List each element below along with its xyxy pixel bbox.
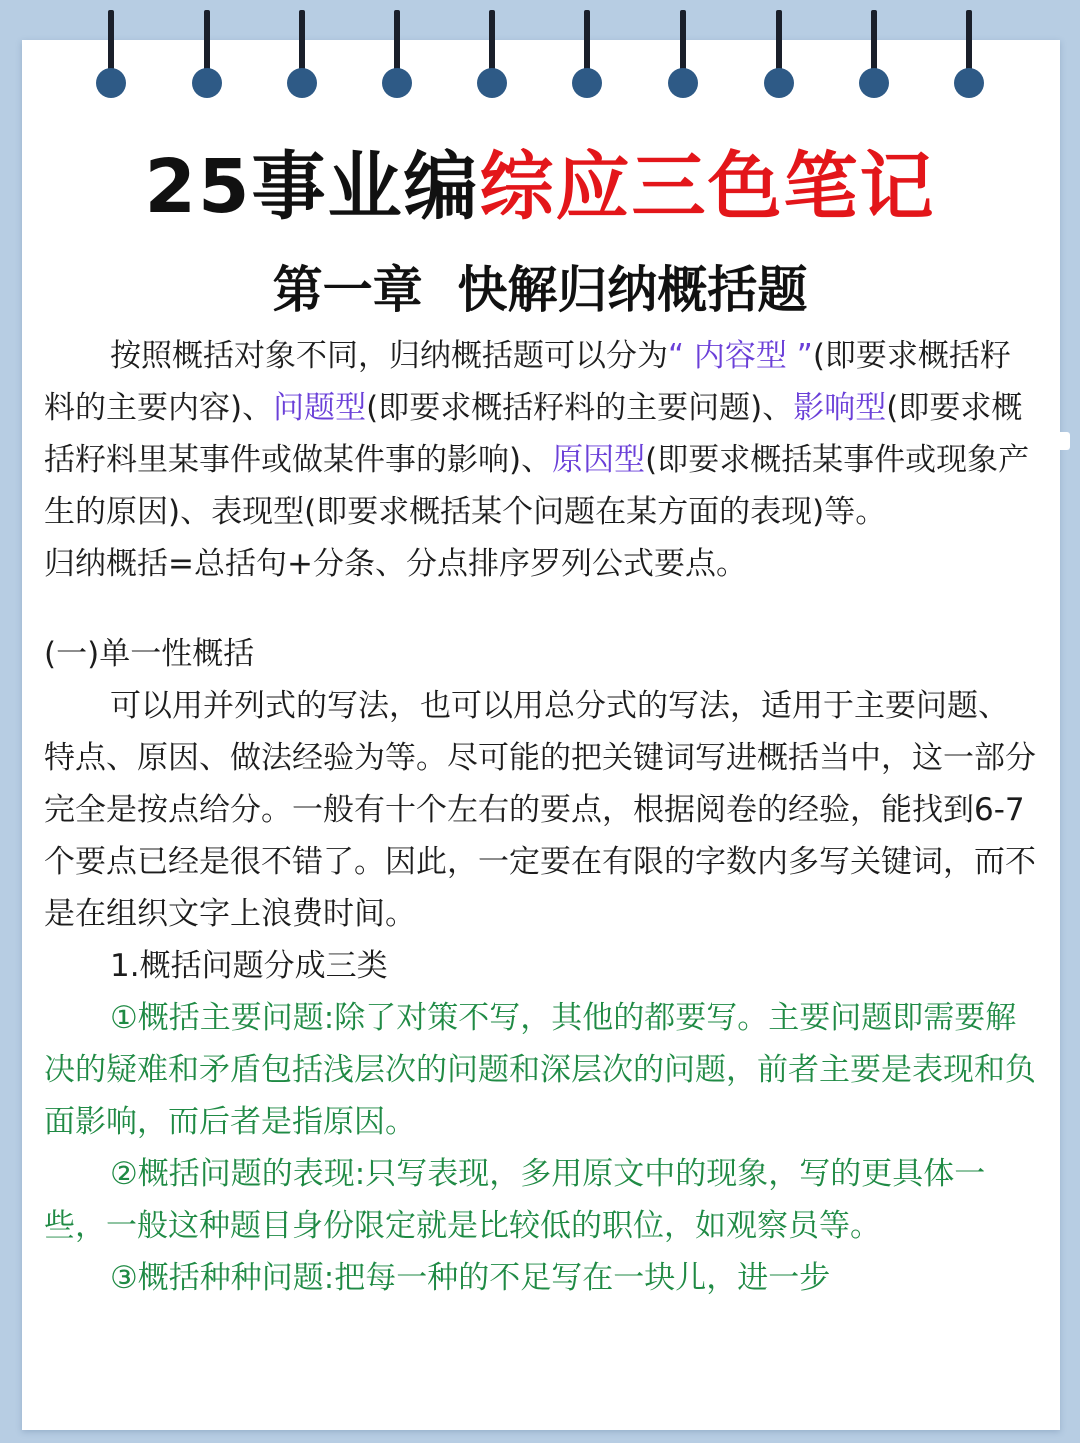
type-cause-label: 原因型 — [552, 442, 646, 478]
binder-ring-icon — [285, 0, 319, 104]
binder-ring-icon — [190, 0, 224, 104]
page-title — [0, 128, 1080, 234]
intro-paragraph — [44, 330, 1036, 538]
section-paragraph: 可以用并列式的写法，也可以用总分式的写法，适用于主要问题、特点、原因、做法经验为等。尽可能的把关键词写进概括当中，这一部分完全是按点给分。一般有十个左右的要点，根据阅卷的经验，能找到6-7个要点已经是很不错了。因此，一定要在有限的字数内多写关键词，而不是在组织文字上浪费时间。 — [44, 688, 1036, 932]
binder-ring-icon — [570, 0, 604, 104]
intro-text: (即要求概括籽料的主要问题)、 — [366, 390, 794, 426]
title-red-part: 综应三色笔记 — [479, 144, 936, 230]
binder-ring-icon — [952, 0, 986, 104]
spacer — [44, 590, 1036, 628]
binder-ring-icon — [666, 0, 700, 104]
binder-ring-icon — [475, 0, 509, 104]
binder-ring-icon — [857, 0, 891, 104]
green-note-item: ③概括种种问题:把每一种的不足写在一块儿，进一步 — [110, 1260, 831, 1296]
title-black-part: 25事业编 — [144, 144, 480, 230]
formula-line: 归纳概括=总括句+分条、分点排序罗列公式要点。 — [44, 546, 747, 582]
binder-ring-icon — [380, 0, 414, 104]
binder-ring-icon — [94, 0, 128, 104]
green-note-item: ①概括主要问题:除了对策不写，其他的都要写。主要问题即需要解决的疑难和矛盾包括浅层次的问题和深层次的问题，前者主要是表现和负面影响，而后者是指原因。 — [44, 1000, 1036, 1140]
type-content-label: “ 内容型 ” — [668, 338, 813, 374]
green-note-item: ②概括问题的表现:只写表现，多用原文中的现象，写的更具体一些，一般这种题目身份限定就是比较低的职位，如观察员等。 — [44, 1156, 986, 1244]
type-problem-label: 问题型 — [273, 390, 367, 426]
intro-text: 按照概括对象不同，归纳概括题可以分为 — [110, 338, 668, 374]
page-edge-tab — [1060, 432, 1070, 450]
subheading: 1.概括问题分成三类 — [110, 948, 388, 984]
chapter-heading: 第一章 快解归纳概括题 — [272, 261, 808, 319]
binder-ring-icon — [762, 0, 796, 104]
type-impact-label: 影响型 — [793, 390, 887, 426]
intro-text: (即要求概括某事件或现象产生的原因)、表现型(即要求概括某个问题在某方面的表现)等。 — [44, 442, 1030, 530]
section-heading: (一)单一性概括 — [44, 636, 255, 672]
intro-text: (即要求概括籽料里某事件或做某件事的影响)、 — [44, 390, 1023, 478]
notes-body — [44, 330, 1036, 1304]
intro-text: (即要求概括籽料的主要内容)、 — [44, 338, 1011, 426]
